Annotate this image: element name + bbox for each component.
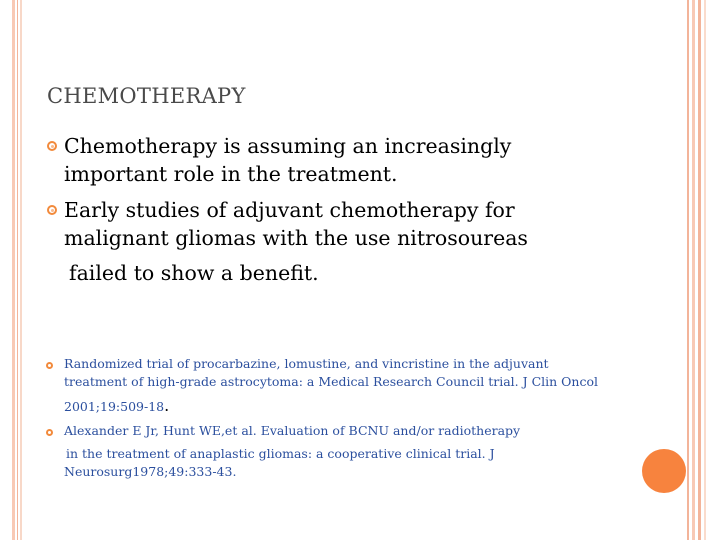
reference-2-line-2: in the treatment of anaplastic gliomas: a cooperative clinical trial. J: [66, 446, 495, 461]
right-border-stripe: [692, 0, 695, 540]
bullet-2-line-1: Early studies of adjuvant chemotherapy for: [64, 198, 515, 222]
bullet-2-line-3: failed to show a benefit.: [69, 261, 319, 285]
reference-2-line-3: Neurosurg1978;49:333-43.: [64, 464, 237, 479]
reference-2-line-1: Alexander E Jr, Hunt WE,et al. Evaluation of BCNU and/or radiotherapy: [64, 423, 521, 438]
decorative-circle: [642, 449, 686, 493]
left-border-stripe: [20, 0, 22, 540]
right-border-stripe: [687, 0, 689, 540]
reference-1-line-2: treatment of high-grade astrocytoma: a Medical Research Council trial. J Clin Oncol: [64, 374, 598, 389]
reference-bullet-icon: [46, 362, 53, 369]
bullet-1-line-2: important role in the treatment.: [64, 162, 398, 186]
right-border-stripe: [698, 0, 701, 540]
reference-1-line-1: Randomized trial of procarbazine, lomustine, and vincristine in the adjuvant: [64, 356, 549, 371]
slide-title: CHEMOTHERAPY: [47, 84, 246, 108]
reference-1-citation: 2001;19:509-18: [64, 399, 165, 414]
reference-1-trailing-period: .: [164, 396, 170, 415]
reference-bullet-icon: [46, 429, 53, 436]
left-border-stripe: [17, 0, 18, 540]
left-border-stripe: [12, 0, 15, 540]
right-border-stripe: [704, 0, 706, 540]
reference-1-line-3: [64, 397, 169, 416]
bullet-1-line-1: Chemotherapy is assuming an increasingly: [64, 134, 512, 158]
bullet-2-line-2: malignant gliomas with the use nitrosoureas: [64, 226, 528, 250]
bullet-icon: [47, 205, 57, 215]
bullet-icon: [47, 141, 57, 151]
